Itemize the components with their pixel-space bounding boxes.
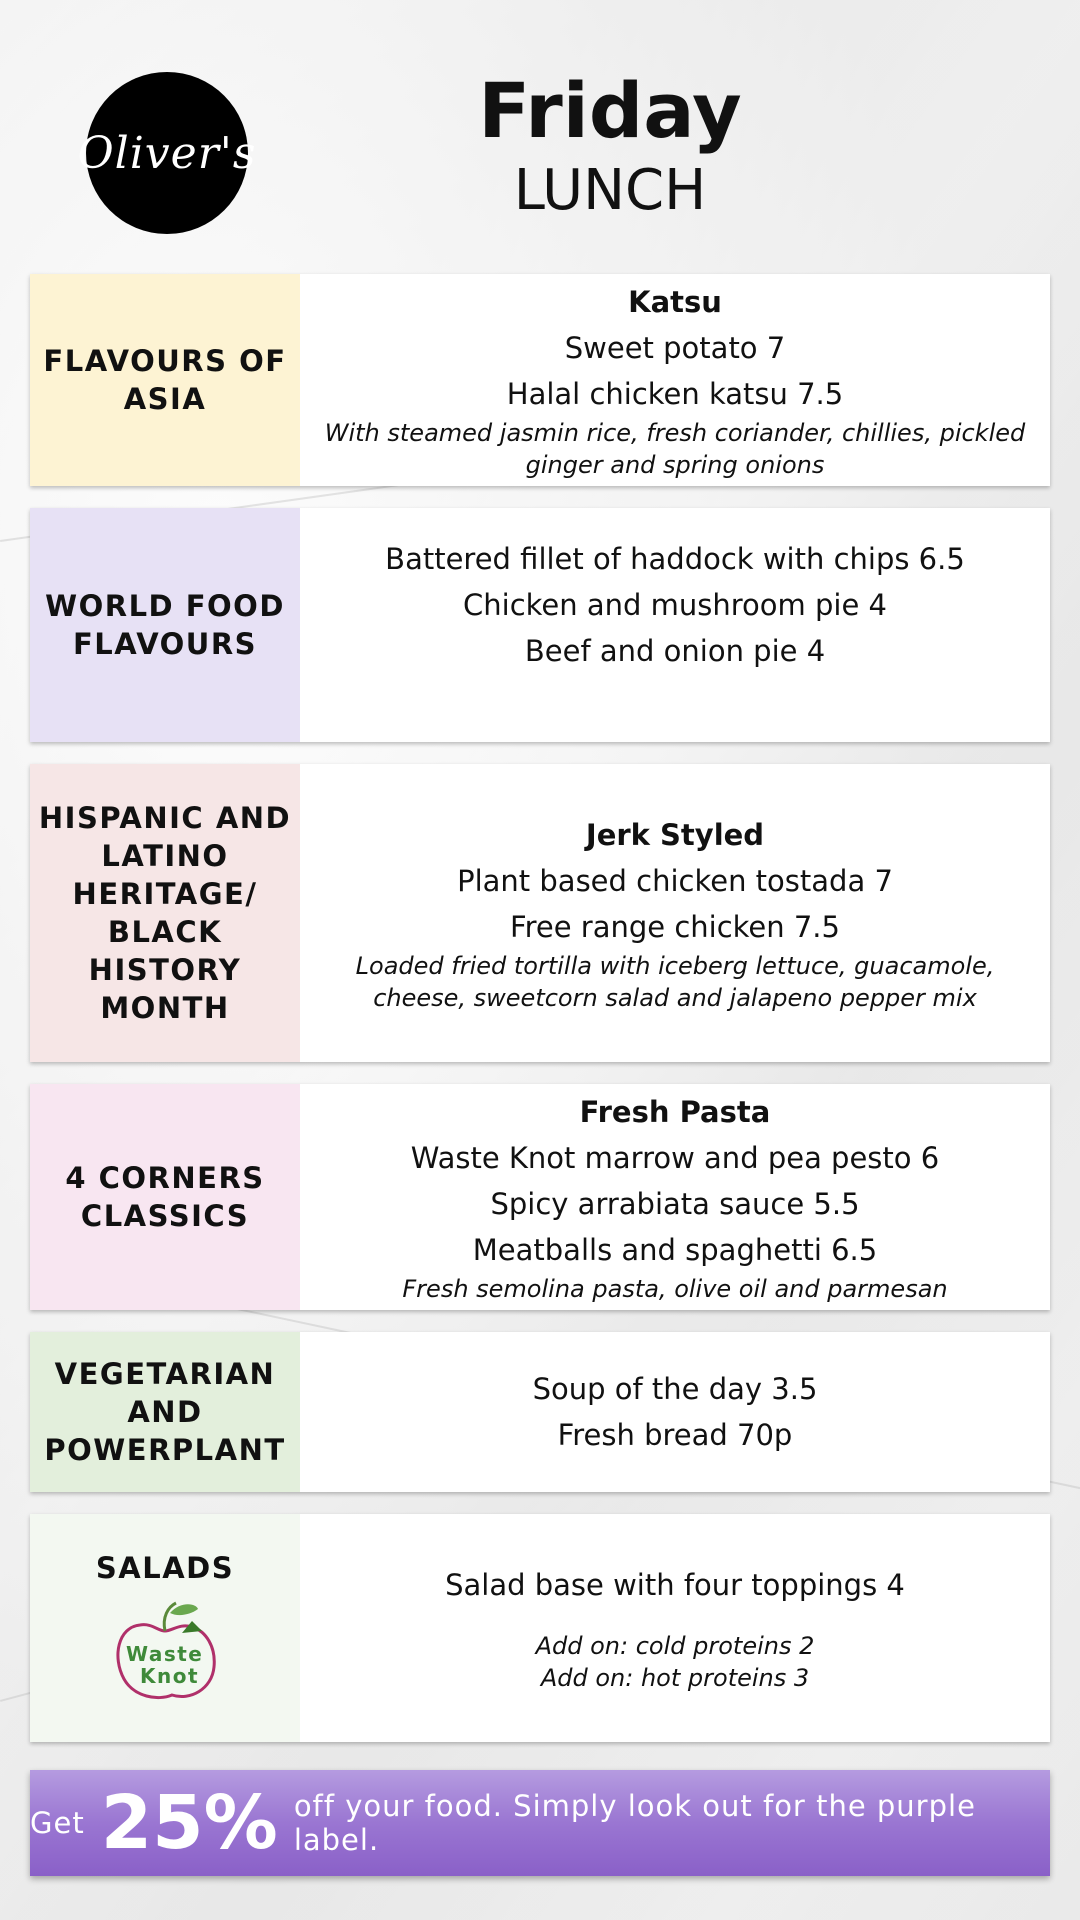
dish-heading: Katsu bbox=[628, 285, 722, 319]
label-line: SALADS bbox=[95, 1551, 235, 1585]
label-line: 4 CORNERS bbox=[65, 1161, 265, 1195]
section-vegetarian-powerplant bbox=[30, 1332, 1050, 1492]
label-line: WORLD FOOD bbox=[45, 589, 285, 623]
section-label bbox=[30, 508, 300, 742]
label-line: FLAVOURS bbox=[72, 627, 258, 661]
menu-item: Beef and onion pie 4 bbox=[524, 634, 826, 668]
dish-note: cheese, sweetcorn salad and jalapeno pepper mix bbox=[373, 984, 977, 1012]
menu-item: Chicken and mushroom pie 4 bbox=[463, 588, 887, 622]
menu-item: Salad base with four toppings 4 bbox=[445, 1568, 905, 1602]
section-world-food-flavours bbox=[30, 508, 1050, 742]
menu-item: Halal chicken katsu 7.5 bbox=[506, 377, 844, 411]
label-line: FLAVOURS OF bbox=[43, 344, 287, 378]
label-line: VEGETARIAN bbox=[54, 1357, 276, 1391]
label-line: POWERPLANT bbox=[44, 1433, 286, 1467]
label-line: LATINO bbox=[101, 839, 229, 873]
dish-note: With steamed jasmin rice, fresh coriander, chillies, pickled bbox=[324, 419, 1026, 447]
label-line: ASIA bbox=[123, 382, 207, 416]
dish-heading: Fresh Pasta bbox=[579, 1095, 771, 1129]
menu-item: Plant based chicken tostada 7 bbox=[457, 864, 893, 898]
dish-heading: Jerk Styled bbox=[585, 818, 765, 852]
section-flavours-of-asia bbox=[30, 274, 1050, 486]
section-body bbox=[300, 274, 1050, 486]
promo-suffix: off your food. Simply look out for the purple label. bbox=[293, 1789, 976, 1857]
menu-item: Meatballs and spaghetti 6.5 bbox=[472, 1233, 878, 1267]
olivers-logo bbox=[77, 72, 257, 234]
section-body bbox=[300, 508, 1050, 742]
label-line: CLASSICS bbox=[80, 1199, 250, 1233]
section-label bbox=[30, 274, 300, 486]
section-label bbox=[30, 764, 300, 1062]
section-salads bbox=[30, 1514, 1050, 1742]
label-line: AND bbox=[127, 1395, 203, 1429]
menu-item: Waste Knot marrow and pea pesto 6 bbox=[410, 1141, 940, 1175]
section-body bbox=[300, 1332, 1050, 1492]
meal-title: LUNCH bbox=[513, 158, 707, 223]
promo-banner bbox=[30, 1770, 1050, 1876]
section-label bbox=[30, 1514, 300, 1742]
section-body bbox=[300, 1514, 1050, 1742]
day-title: Friday bbox=[478, 66, 742, 155]
section-label bbox=[30, 1332, 300, 1492]
section-body bbox=[300, 764, 1050, 1062]
dish-note: ginger and spring onions bbox=[525, 451, 825, 479]
promo-prefix: Get bbox=[30, 1806, 85, 1840]
section-label bbox=[30, 1084, 300, 1310]
dish-note: Fresh semolina pasta, olive oil and parmesan bbox=[402, 1275, 948, 1303]
section-body bbox=[300, 1084, 1050, 1310]
dish-note: Add on: hot proteins 3 bbox=[540, 1664, 810, 1692]
promo-percent: 25% bbox=[100, 1780, 278, 1866]
menu-item: Spicy arrabiata sauce 5.5 bbox=[490, 1187, 860, 1221]
menu-item: Free range chicken 7.5 bbox=[510, 910, 840, 944]
label-line: BLACK HISTORY bbox=[88, 915, 242, 987]
waste-knot-logo-text-1: Waste bbox=[126, 1642, 204, 1666]
section-4-corners-classics bbox=[30, 1084, 1050, 1310]
logo-text: Oliver's bbox=[77, 127, 257, 179]
label-line: HERITAGE/ bbox=[72, 877, 258, 911]
menu-item: Sweet potato 7 bbox=[564, 331, 786, 365]
label-line: MONTH bbox=[100, 991, 230, 1025]
dish-note: Add on: cold proteins 2 bbox=[535, 1632, 815, 1660]
waste-knot-logo bbox=[110, 1597, 220, 1707]
waste-knot-logo-text-2: Knot bbox=[140, 1664, 200, 1688]
menu-item: Soup of the day 3.5 bbox=[532, 1372, 818, 1406]
menu-item: Battered fillet of haddock with chips 6.5 bbox=[385, 542, 965, 576]
label-line: HISPANIC AND bbox=[38, 801, 292, 835]
dish-note: Loaded fried tortilla with iceberg lettuce, guacamole, bbox=[355, 952, 995, 980]
section-hispanic-latino-heritage bbox=[30, 764, 1050, 1062]
menu-item: Fresh bread 70p bbox=[557, 1418, 793, 1452]
